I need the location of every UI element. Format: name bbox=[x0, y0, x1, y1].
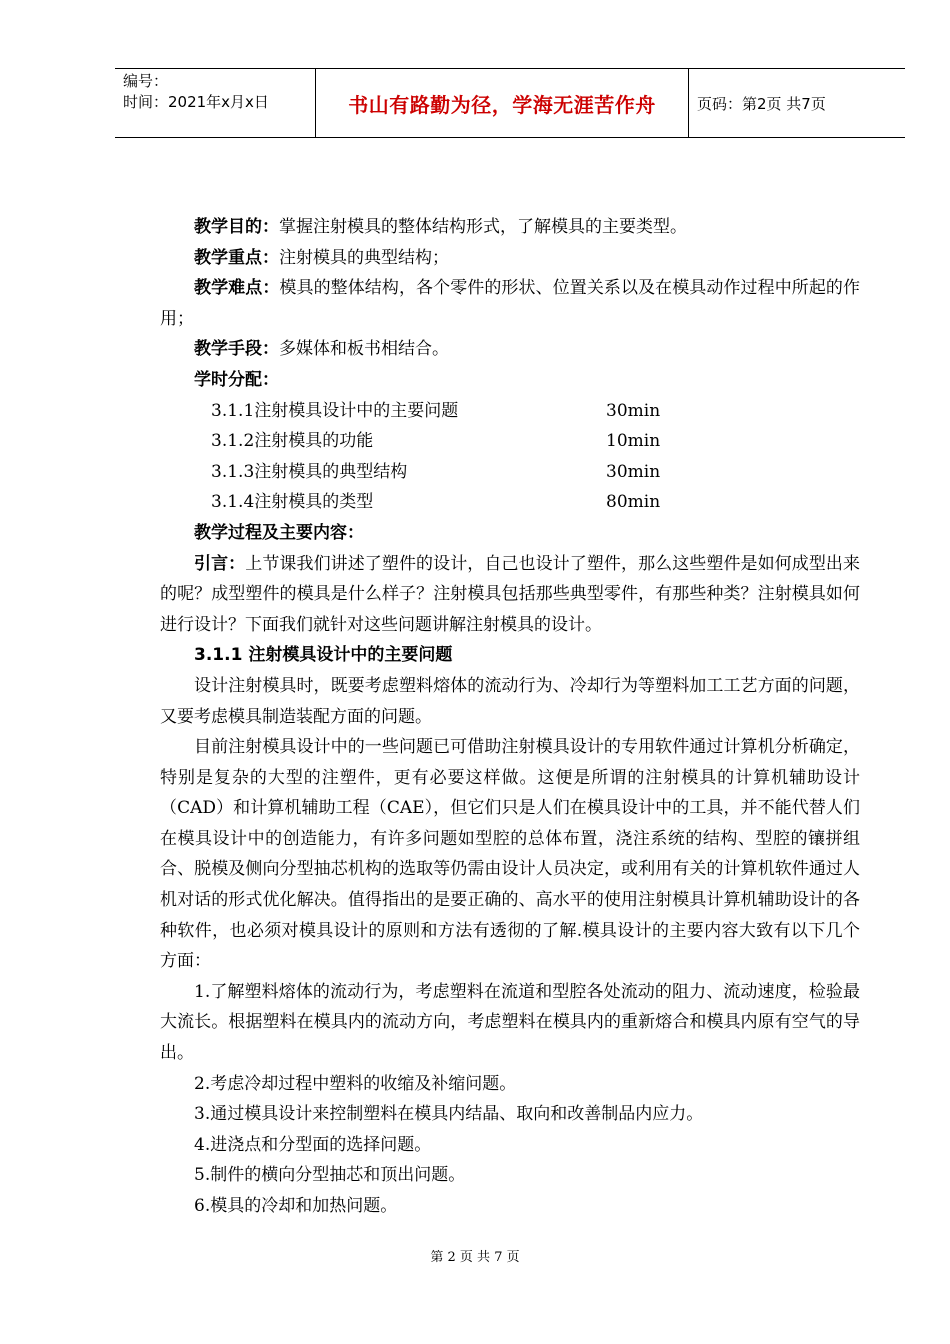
body-paragraph: 设计注射模具时，既要考虑塑料熔体的流动行为、冷却行为等塑料加工工艺方面的问题，又要考虑模具制造装配方面的问题。 bbox=[160, 675, 860, 727]
header-meta bbox=[115, 69, 315, 137]
intro-paragraph bbox=[160, 549, 860, 641]
means-label: 教学手段： bbox=[194, 339, 279, 360]
intro-text: 上节课我们讲述了塑件的设计，自己也设计了塑件，那么这些塑件是如何成型出来的呢？成型塑件的模具是什么样子？注射模具包括那些典型零件，有那些种类？注射模具如何进行设计？下面我们就针对这些问题讲解注射模具的设计。 bbox=[160, 553, 861, 635]
allocation-row bbox=[160, 457, 860, 488]
header-motto-cell bbox=[315, 69, 689, 137]
difficulty-text: 模具的整体结构，各个零件的形状、位置关系以及在模具动作过程中所起的作用； bbox=[160, 278, 861, 329]
body-paragraph: 目前注射模具设计中的一些问题已可借助注射模具设计的专用软件通过计算机分析确定，特别是复杂的大型的注塑件，更有必要这样做。这便是所谓的注射模具的计算机辅助设计（CAD）和计算机辅助工程（CAE），但它们只是人们在模具设计中的工具，并不能代替人们在模具设计中的创造能力，有许多问题如型腔的总体布置，浇注系统的结构、型腔的镶拼组合、脱模及侧向分型抽芯机构的选取等仍需由设计人员决定，或利用有关的计算机软件通过人机对话的形式优化解决。值得指出的是要正确的、高水平的使用注射模具计算机辅助设计的各种软件，也必须对模具设计的原则和方法有透彻的了解.模具设计的主要内容大致有以下几个方面： bbox=[160, 737, 860, 972]
time-label: 时间：2021年x月x日 bbox=[123, 93, 269, 111]
allocation-topic: 3.1.4注射模具的类型 bbox=[211, 492, 374, 513]
page-info: 页码：第2页 共7页 bbox=[697, 94, 826, 113]
intro-label: 引言： bbox=[194, 553, 246, 574]
allocation-topic: 3.1.2注射模具的功能 bbox=[211, 431, 374, 452]
teaching-goal bbox=[160, 212, 860, 243]
goal-text: 掌握注射模具的整体结构形式，了解模具的主要类型。 bbox=[279, 217, 687, 237]
motto: 书山有路勤为径，学海无涯苦作舟 bbox=[348, 92, 656, 117]
teaching-focus bbox=[160, 243, 860, 274]
process-label: 教学过程及主要内容： bbox=[194, 522, 364, 543]
list-item: 6.模具的冷却和加热问题。 bbox=[194, 1196, 398, 1216]
goal-label: 教学目的： bbox=[194, 217, 279, 237]
list-item: 2.考虑冷却过程中塑料的收缩及补缩问题。 bbox=[194, 1073, 517, 1094]
allocation-row bbox=[160, 426, 860, 457]
allocation-topic: 3.1.1注射模具设计中的主要问题 bbox=[211, 400, 459, 421]
allocation-heading bbox=[160, 365, 860, 396]
page-header bbox=[115, 68, 905, 138]
list-item: 5.制件的横向分型抽芯和顶出问题。 bbox=[194, 1165, 466, 1186]
page-footer: 第 2 页 共 7 页 bbox=[430, 1250, 520, 1265]
list-item: 1.了解塑料熔体的流动行为，考虑塑料在流道和型腔各处流动的阻力、流动速度，检验最大流长。根据塑料在模具内的流动方向，考虑塑料在模具内的重新熔合和模具内原有空气的导出。 bbox=[160, 981, 860, 1064]
focus-text: 注射模具的典型结构； bbox=[279, 247, 449, 268]
allocation-row bbox=[160, 396, 860, 427]
allocation-time: 30min bbox=[606, 400, 661, 421]
list-item: 3.通过模具设计来控制塑料在模具内结晶、取向和改善制品内应力。 bbox=[194, 1104, 704, 1125]
number-label: 编号： bbox=[123, 72, 169, 90]
process-heading bbox=[160, 518, 860, 549]
focus-label: 教学重点： bbox=[194, 247, 279, 268]
allocation-time: 80min bbox=[606, 492, 661, 513]
allocation-time: 10min bbox=[606, 431, 661, 452]
section-title: 3.1.1 注射模具设计中的主要问题 bbox=[194, 645, 453, 666]
allocation-label: 学时分配： bbox=[194, 369, 279, 390]
teaching-difficulty bbox=[160, 273, 860, 334]
list-item: 4.进浇点和分型面的选择问题。 bbox=[194, 1134, 432, 1155]
allocation-row bbox=[160, 487, 860, 518]
allocation-topic: 3.1.3注射模具的典型结构 bbox=[211, 461, 408, 482]
teaching-means bbox=[160, 334, 860, 365]
document-body bbox=[160, 212, 860, 1222]
allocation-time: 30min bbox=[606, 461, 661, 482]
difficulty-label: 教学难点： bbox=[194, 278, 280, 299]
means-text: 多媒体和板书相结合。 bbox=[279, 339, 449, 360]
header-page-cell bbox=[689, 69, 905, 137]
